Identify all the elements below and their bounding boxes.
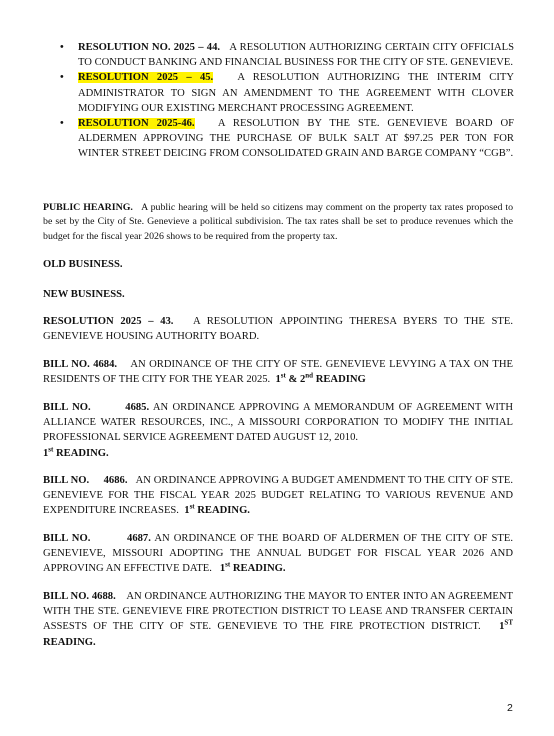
list-item bbox=[54, 70, 514, 116]
bill-number: 4685. bbox=[125, 402, 150, 413]
bill-label: BILL NO. bbox=[43, 475, 90, 486]
bill-number: BILL NO. 4684. bbox=[43, 359, 118, 370]
bill-4688-paragraph bbox=[43, 589, 513, 650]
list-item bbox=[54, 116, 514, 162]
resolution-43-paragraph bbox=[43, 314, 513, 344]
resolution-text: A RESOLUTION APPOINTING THERESA BYERS TO THE STE. GENEVIEVE HOUSING AUTHORITY BOARD. bbox=[43, 316, 513, 343]
resolution-list bbox=[54, 40, 514, 162]
list-item bbox=[54, 40, 514, 70]
bullet-icon: • bbox=[60, 118, 64, 130]
resolution-number: RESOLUTION 2025 – 43. bbox=[43, 316, 174, 327]
bill-text: AN ORDINANCE AUTHORIZING THE MAYOR TO ENTER INTO AN AGREEMENT WITH THE STE. GENEVIEVE FIRE PROTECTION DISTRICT TO LEASE AND TRANSFER CERTAIN ASSESTS OF THE CITY OF STE. GENEVIEVE TO THE FIRE PROTECTION DISTRICT. bbox=[43, 591, 513, 633]
bill-4687-paragraph bbox=[43, 531, 513, 577]
reading-label: 1st & 2nd READING bbox=[275, 371, 366, 386]
bullet-icon: • bbox=[60, 42, 64, 53]
reading-label: 1st READING. bbox=[184, 502, 250, 517]
public-hearing-text: A public hearing will be held so citizens may comment on the property tax rates proposed to be set by the City of Ste. Genevieve a political subdivision. The tax rates shall be set to produce revenues which the budget for the fiscal year 2026 shows to be required from the property tax. bbox=[43, 202, 514, 242]
old-business-label: OLD BUSINESS. bbox=[43, 259, 123, 270]
bill-number: BILL NO. 4688. bbox=[43, 591, 116, 602]
reading-label: 1st READING. bbox=[43, 445, 109, 459]
old-business-heading bbox=[43, 257, 513, 272]
page-number: 2 bbox=[507, 702, 513, 714]
new-business-label: NEW BUSINESS. bbox=[43, 289, 125, 300]
bill-number: 4686. bbox=[103, 475, 128, 486]
bill-text: AN ORDINANCE APPROVING A BUDGET AMENDMENT TO THE CITY OF STE. GENEVIEVE FOR THE FISCAL YEAR 2025 BUDGET RELATING TO VARIOUS REVENUE AND EXPENDITURE INCREASES. bbox=[43, 475, 513, 517]
bill-label: BILL NO. bbox=[43, 402, 91, 413]
bill-text: AN ORDINANCE OF THE BOARD OF ALDERMEN OF THE CITY OF STE. GENEVIEVE, MISSOURI ADOPTING THE ANNUAL BUDGET FOR FISCAL YEAR 2026 AND APPROVING AN EFFECTIVE DATE. bbox=[43, 533, 513, 575]
public-hearing-paragraph bbox=[43, 201, 513, 244]
public-hearing-heading: PUBLIC HEARING. bbox=[43, 202, 133, 213]
new-business-heading bbox=[43, 287, 513, 302]
resolution-number: RESOLUTION NO. 2025 – 44. bbox=[78, 42, 221, 53]
reading-label: 1ST READING. bbox=[43, 618, 513, 648]
resolution-text: A RESOLUTION AUTHORIZING THE INTERIM CITY ADMINISTRATOR TO SIGN AN AMENDMENT TO THE AGREEMENT WITH CLOVER MODIFYING OUR EXISTING MERCHANT PROCESSING AGREEMENT. bbox=[78, 72, 514, 114]
resolution-text: A RESOLUTION AUTHORIZING CERTAIN CITY OFFICIALS TO CONDUCT BANKING AND FINANCIAL BUSINESS FOR THE CITY OF STE. GENEVIEVE. bbox=[78, 42, 514, 69]
bill-4685-paragraph bbox=[43, 400, 513, 461]
resolution-text: A RESOLUTION BY THE STE. GENEVIEVE BOARD OF ALDERMEN APPROVING THE PURCHASE OF BULK SALT AT $97.25 PER TON FOR WINTER STREET DEICING FROM CONSOLIDATED GRAIN AND BARGE COMPANY “CGB”. bbox=[78, 118, 514, 160]
bill-text: AN ORDINANCE APPROVING A MEMORANDUM OF AGREEMENT WITH ALLIANCE WATER RESOURCES, INC., A MISSOURI CORPORATION TO MODIFY THE INITIAL PROFESSIONAL SERVICE AGREEMENT DATED AUGUST 12, 2010. bbox=[43, 402, 513, 444]
resolution-number-highlighted: RESOLUTION 2025 – 45. bbox=[78, 72, 214, 84]
bill-text: AN ORDINANCE OF THE CITY OF STE. GENEVIEVE LEVYING A TAX ON THE RESIDENTS OF THE CITY FOR THE YEAR 2025. bbox=[43, 359, 513, 386]
bill-number: 4687. bbox=[127, 533, 151, 544]
resolution-number-highlighted: RESOLUTION 2025-46. bbox=[78, 118, 195, 130]
bill-4684-paragraph bbox=[43, 357, 513, 387]
bill-4686-paragraph bbox=[43, 473, 513, 519]
bill-label: BILL NO. bbox=[43, 533, 91, 544]
reading-label: 1st READING. bbox=[219, 560, 286, 575]
bullet-icon: • bbox=[60, 72, 64, 84]
